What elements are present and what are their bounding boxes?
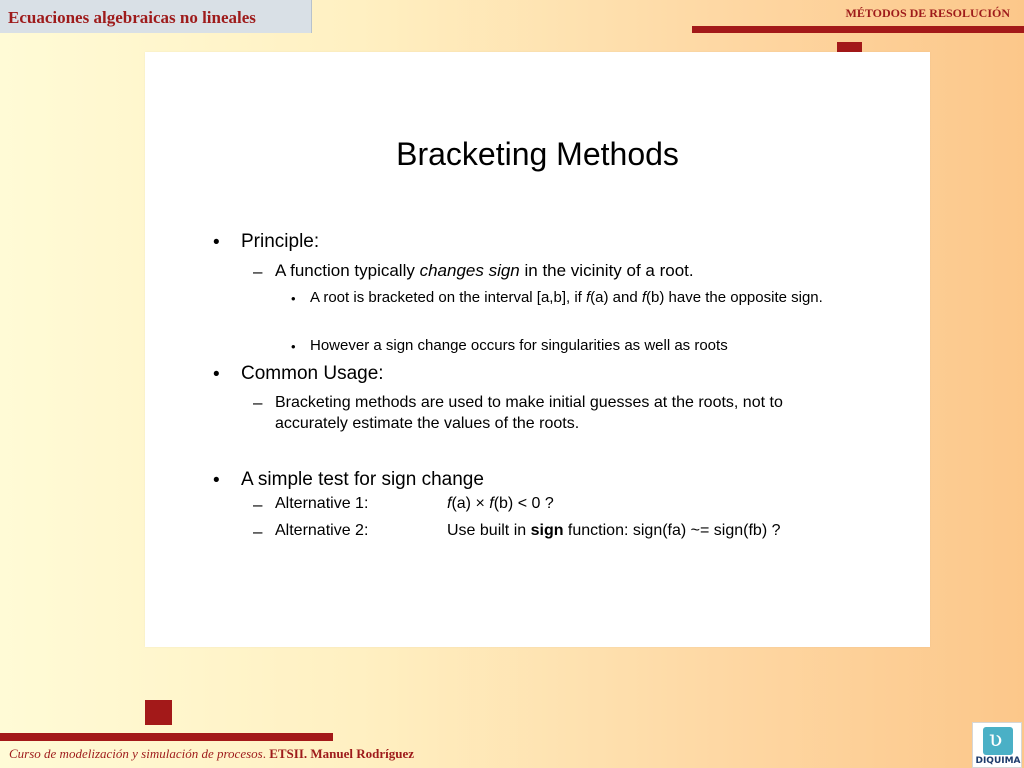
header-tab [0, 0, 312, 33]
test-heading: A simple test for sign change [241, 469, 484, 490]
diquima-logo [972, 722, 1022, 768]
alt1-expression: f(a) × f(b) < 0 ? [447, 495, 554, 512]
logo-text: DIQUIMA [975, 756, 1021, 766]
logo-mark-icon: ʋ [983, 727, 1013, 755]
section-title: MÉTODOS DE RESOLUCIÓN [845, 6, 1010, 20]
principle-subpoint: A function typically changes sign in the vicinity of a root. [275, 261, 694, 280]
bracket-detail: A root is bracketed on the interval [a,b], if f(a) and f(b) have the opposite sign. [310, 289, 823, 306]
usage-subpoint: Bracketing methods are used to make initial guesses at the roots, not to accurately estimate the values of the roots. [275, 394, 783, 432]
singularity-detail: However a sign change occurs for singularities as well as roots [310, 337, 728, 354]
bullet-principle: • [213, 232, 220, 253]
top-accent-bar [692, 26, 1024, 33]
dash-principle: – [253, 262, 263, 281]
content-panel [145, 52, 930, 647]
header-tab-label: Ecuaciones algebraicas no lineales [8, 8, 256, 27]
dash-alt-2: – [253, 522, 263, 541]
principle-heading: Principle: [241, 231, 320, 252]
dash-alt-1: – [253, 495, 263, 514]
alt2-label: Alternative 2: [275, 522, 369, 539]
bottom-accent-bar [0, 733, 333, 741]
dot-detail-1: • [291, 291, 296, 306]
top-accent-square [837, 42, 862, 52]
dash-usage: – [253, 393, 263, 412]
bottom-accent-square [145, 700, 172, 725]
bullet-test: • [213, 470, 220, 491]
footer-credit: Curso de modelización y simulación de procesos. ETSII. Manuel Rodríguez [9, 746, 415, 761]
bullet-usage: • [213, 364, 220, 385]
alt2-expression: Use built in sign function: sign(fa) ~= sign(fb) ? [447, 522, 781, 539]
slide-title: Bracketing Methods [396, 136, 679, 172]
usage-heading: Common Usage: [241, 363, 384, 384]
dot-detail-2: • [291, 339, 296, 354]
alt1-label: Alternative 1: [275, 495, 369, 512]
